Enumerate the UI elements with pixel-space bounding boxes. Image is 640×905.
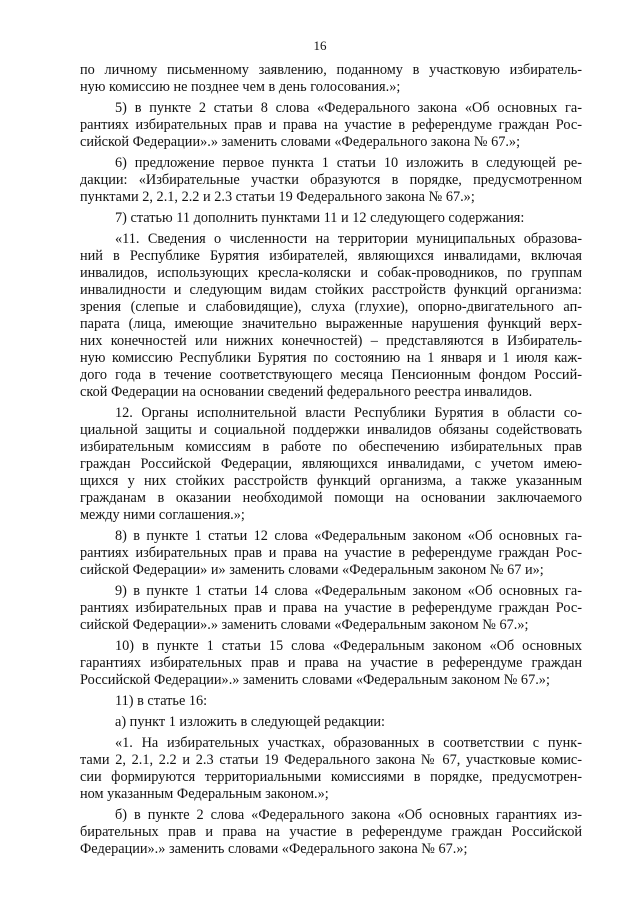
text-line: циальной защиты и социальной поддержки инвалидов обязаны содействовать [80, 422, 582, 438]
text-line: них конечностей или нижних конечностей) – представляются в Избиратель- [80, 333, 582, 349]
text-line: дого года в течение соответствующего месяца Пенсионным фондом Россий- [80, 367, 582, 383]
text-line: по личному письменному заявлению, поданному в участковую избиратель- [80, 62, 582, 78]
text-line: 6) предложение первое пункта 1 статьи 10 изложить в следующей ре- [115, 155, 582, 171]
text-line: Российской Федерации».» заменить словами «Федеральным законом № 67.»; [80, 672, 550, 688]
text-line: зрения (слепые и слабовидящие), слуха (глухие), опорно-двигательного ап- [80, 299, 582, 315]
text-line: граждан Российской Федерации, являющихся инвалидами, с учетом имею- [80, 456, 582, 472]
text-line: дакции: «Избирательные участки образуются в порядке, предусмотренном [80, 172, 582, 188]
text-line: щихся у них стойких расстройств функций организма, а также указанным [80, 473, 582, 489]
text-line: сии формируются территориальными комиссиями в порядке, предусмотрен- [80, 769, 582, 785]
text-line: 11) в статье 16: [115, 693, 208, 709]
text-line: сийской Федерации».» заменить словами «Федеральным законом № 67.»; [80, 617, 529, 633]
text-line: ской Федерации на основании сведений федерального реестра инвалидов. [80, 384, 533, 400]
text-line: инвалидов, использующих кресла-коляски и собак-проводников, по группам [80, 265, 582, 281]
text-line: рантиях избирательных прав и права на участие в референдуме граждан Рос- [80, 600, 582, 616]
page-number: 16 [313, 38, 327, 53]
text-line: гражданам в оказании необходимой помощи на основании заключаемого [80, 490, 582, 506]
text-line: парата (лица, имеющие значительно выраженные нарушения функций верх- [80, 316, 582, 332]
text-line: ний в Республике Бурятия избирателей, являющихся инвалидами, включая [80, 248, 582, 264]
text-line: бирательных прав и права на участие в референдуме граждан Российской [80, 824, 582, 840]
text-line: избирательным комиссиям в работе по обеспечению избирательных прав [80, 439, 582, 455]
text-line: сийской Федерации» и» заменить словами «Федеральным законом № 67 и»; [80, 562, 544, 578]
text-line: рантиях избирательных прав и права на участие в референдуме граждан Рос- [80, 545, 582, 561]
text-line: 8) в пункте 1 статьи 12 слова «Федеральным законом «Об основных га- [115, 528, 582, 544]
text-line: между ними соглашения.»; [80, 507, 245, 523]
text-line: «1. На избирательных участках, образованных в соответствии с пунк- [115, 735, 582, 751]
text-line: б) в пункте 2 слова «Федерального закона «Об основных гарантиях из- [115, 807, 582, 823]
text-line: «11. Сведения о численности на территории муниципальных образова- [115, 231, 582, 247]
text-line: а) пункт 1 изложить в следующей редакции: [115, 714, 385, 730]
text-line: рантиях избирательных прав и права на участие в референдуме граждан Рос- [80, 117, 582, 133]
text-line: 12. Органы исполнительной власти Республики Бурятия в области со- [115, 405, 582, 421]
text-line: ном указанным Федеральным законом.»; [80, 786, 329, 802]
text-line: 5) в пункте 2 статьи 8 слова «Федерального закона «Об основных га- [115, 100, 582, 116]
text-line: ную комиссию не позднее чем в день голосования.»; [80, 79, 401, 95]
text-line: инвалидности и следующим видам стойких расстройств функций организма: [80, 282, 582, 298]
text-line: тами 2, 2.1, 2.2 и 2.3 статьи 19 Федерального закона № 67, участковые комис- [80, 752, 582, 768]
text-line: Федерации».» заменить словами «Федерального закона № 67.»; [80, 841, 468, 857]
text-line: пунктами 2, 2.1, 2.2 и 2.3 статьи 19 Федерального закона № 67.»; [80, 189, 475, 205]
text-line: 9) в пункте 1 статьи 14 слова «Федеральным законом «Об основных га- [115, 583, 582, 599]
text-line: сийской Федерации».» заменить словами «Федерального закона № 67.»; [80, 134, 521, 150]
text-line: 7) статью 11 дополнить пунктами 11 и 12 следующего содержания: [115, 210, 525, 226]
text-line: 10) в пункте 1 статьи 15 слова «Федеральным законом «Об основных [115, 638, 582, 654]
text-line: гарантиях избирательных прав и права на участие в референдуме граждан [80, 655, 582, 671]
text-line: ную комиссию Республики Бурятия по состоянию на 1 января и 1 июля каж- [80, 350, 582, 366]
